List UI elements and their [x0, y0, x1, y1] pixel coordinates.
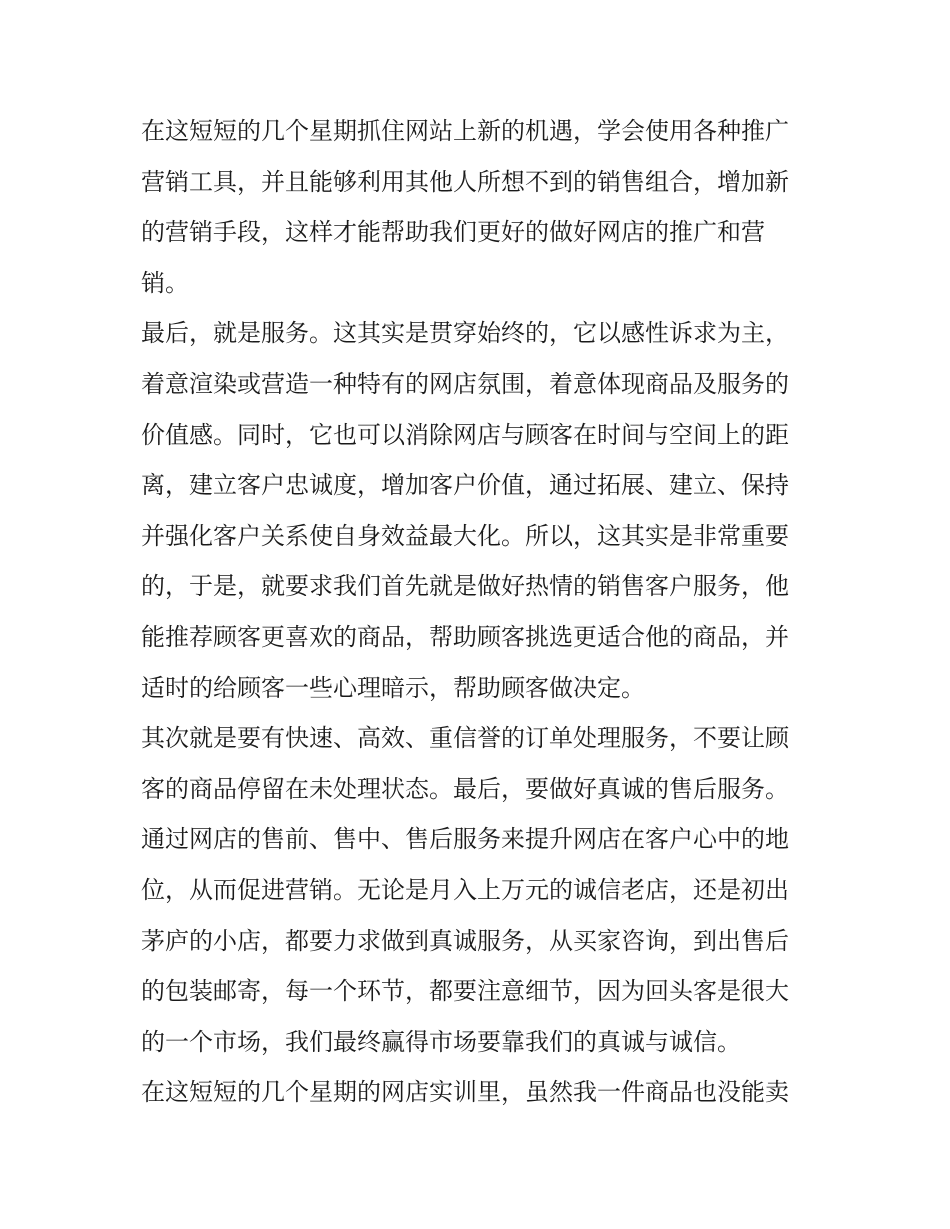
- text-line: 茅庐的小店，都要力求做到真诚服务，从买家咨询，到出售后: [141, 926, 789, 955]
- text-line: 的包装邮寄，每一个环节，都要注意细节，因为回头客是很大: [141, 977, 789, 1006]
- text-line: 在这短短的几个星期抓住网站上新的机遇，学会使用各种推广: [141, 117, 789, 145]
- text-line: 并强化客户关系使自身效益最大化。所以，这其实是非常重要: [141, 521, 789, 550]
- text-line: 通过网店的售前、售中、售后服务来提升网店在客户心中的地: [141, 825, 789, 854]
- text-line: 位，从而促进营销。无论是月入上万元的诚信老店，还是初出: [141, 875, 789, 904]
- text-line: 离，建立客户忠诚度，增加客户价值，通过拓展、建立、保持: [141, 471, 789, 500]
- text-line: 适时的给顾客一些心理暗示，帮助顾客做决定。: [141, 673, 645, 702]
- text-line: 最后，就是服务。这其实是贯穿始终的，它以感性诉求为主，: [141, 319, 789, 348]
- text-line: 的，于是，就要求我们首先就是做好热情的销售客户服务，他: [141, 572, 789, 601]
- text-line: 营销工具，并且能够利用其他人所想不到的销售组合，增加新: [141, 167, 789, 196]
- text-line: 的营销手段，这样才能帮助我们更好的做好网店的推广和营: [141, 218, 765, 247]
- text-line: 客的商品停留在未处理状态。最后，要做好真诚的售后服务。: [141, 774, 789, 803]
- text-line: 其次就是要有快速、高效、重信誉的订单处理服务，不要让顾: [141, 724, 789, 753]
- text-line: 的一个市场，我们最终赢得市场要靠我们的真诚与诚信。: [141, 1027, 741, 1056]
- text-line: 销。: [141, 268, 189, 297]
- text-line: 能推荐顾客更喜欢的商品，帮助顾客挑选更适合他的商品，并: [141, 622, 789, 651]
- body-text: [141, 106, 813, 1118]
- text-line: 着意渲染或营造一种特有的网店氛围，着意体现商品及服务的: [141, 369, 789, 398]
- text-line: 在这短短的几个星期的网店实训里，虽然我一件商品也没能卖: [141, 1078, 789, 1107]
- text-line: 价值感。同时，它也可以消除网店与顾客在时间与空间上的距: [141, 420, 789, 449]
